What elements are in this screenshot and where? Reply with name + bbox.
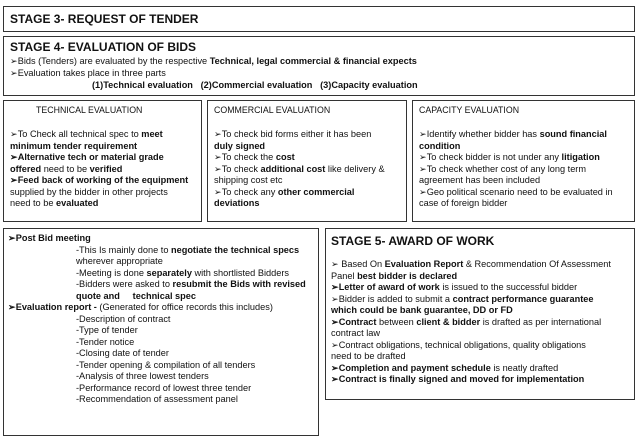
capacity-text: ➢Identify whether bidder has sound financial condition ➢To check bidder is not under any litigation ➢To check whether cost of any long term agreement has been included ➢Geo political scenario need to be evaluated in case of foreign bidder	[419, 129, 613, 208]
stage3-box	[3, 6, 635, 32]
report-item: -Analysis of three lowest tenders	[76, 371, 209, 381]
report-item: -Tender notice	[76, 336, 135, 347]
stage4-line3: (1)Technical evaluation (2)Commercial evaluation (3)Capacity evaluation	[92, 80, 418, 90]
commercial-evaluation-box	[207, 100, 407, 222]
stage4-line1: ➢Bids (Tenders) are evaluated by the respective Technical, legal commercial & financial expects	[10, 56, 417, 66]
stage5-title: STAGE 5- AWARD OF WORK	[331, 234, 495, 248]
report-item: -Recommendation of assessment panel	[76, 394, 238, 404]
stage5-box	[325, 228, 635, 400]
technical-evaluation-box	[3, 100, 202, 222]
commercial-title: COMMERCIAL EVALUATION	[214, 105, 331, 115]
stage5-text: ➢ Based On Evaluation Report & Recommendation Of Assessment Panel best bidder is declared ➢Letter of award of work is issued to the successful bidder ➢Bidder is added to submit a contract performance guarantee which could be bank guarantee, DD or FD ➢Contract between client & bidder is drafted as per international contract law ➢Contract obligations, technical obligations, quality obligations need to be drafted ➢Completion and payment schedule is neatly drafted ➢Contract is finally signed and moved for implementation	[331, 259, 611, 384]
report-item: -Description of contract	[76, 313, 171, 324]
technical-text: ➢To Check all technical spec to meet minimum tender requirement ➢Alternative tech or material grade offered need to be verified ➢Feed back of working of the equipment supplied by the bidder in other projects need to be evaluated	[10, 129, 189, 208]
report-item: -Tender opening & compilation of all tenders	[76, 359, 256, 370]
capacity-title: CAPACITY EVALUATION	[419, 105, 520, 115]
postbid-text: ➢Post Bid meeting -This Is mainly done to negotiate the technical specs wherever appropriate -Meeting is done separately with shortlisted Bidders -Bidders were asked to resubmit the Bids with revised quote and technical spec ➢Evaluation report - (Generated for office records this includes) -Description of contract -Type of tender -Tender notice -Closing date of tender -Tender opening & compilation of all tenders -Analysis of three lowest tenders -Performance record of lowest three tender -Recommendation of assessment panel	[8, 233, 306, 404]
report-item: -Closing date of tender	[76, 348, 169, 358]
stage4-box	[3, 36, 635, 96]
technical-title: TECHNICAL EVALUATION	[36, 105, 143, 115]
stage4-title: STAGE 4- EVALUATION OF BIDS	[10, 40, 197, 54]
stage3-title: STAGE 3- REQUEST OF TENDER	[10, 12, 199, 26]
commercial-text: ➢To check bid forms either it has been duly signed ➢To check the cost ➢To check additional cost like delivery & shipping cost etc ➢To check any other commercial deviations	[214, 129, 385, 208]
stage4-line2: ➢Evaluation takes place in three parts	[10, 68, 166, 78]
postbid-box	[3, 228, 319, 436]
report-item: -Type of tender	[76, 325, 138, 335]
report-item: -Performance record of lowest three tender	[76, 382, 252, 393]
capacity-evaluation-box	[412, 100, 635, 222]
